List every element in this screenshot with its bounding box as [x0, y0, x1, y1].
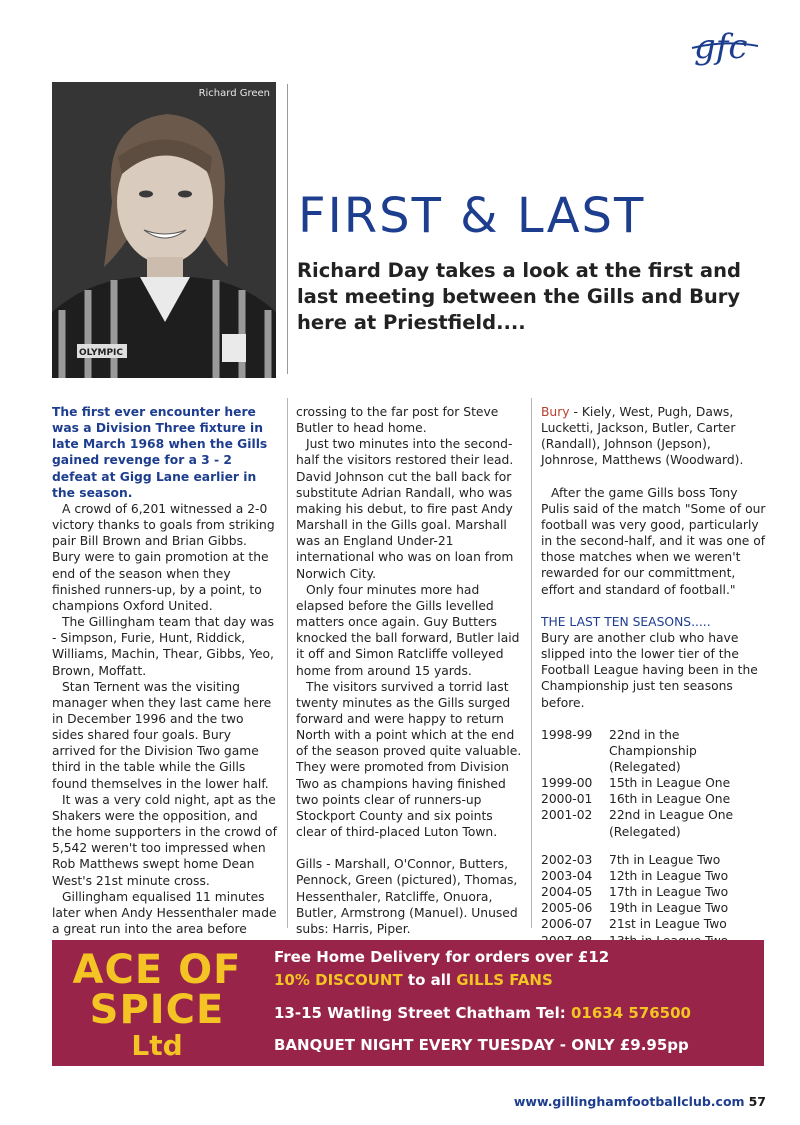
page-footer — [514, 1094, 766, 1109]
season-result-text: 22nd in League One — [609, 808, 734, 823]
season-row — [541, 727, 769, 775]
intro-paragraph: The first ever encounter here was a Division Three fixture in late March 1968 when the Gills gained revenge for a 3 - 2 defeat at Gigg Lane earlier in the season. — [52, 405, 268, 500]
season-row — [541, 884, 769, 900]
paragraph: Stan Ternent was the visiting manager when they last came here in December 1996 and the two sides shared four goals. Bury arrived for the Division Two game third in the table while the Gills found themselves in the lower half. — [52, 679, 272, 791]
season-result — [609, 775, 769, 791]
season-result — [609, 807, 769, 839]
season-note: (Relegated) — [609, 824, 681, 839]
paragraph: Only four minutes more had elapsed before the Gills levelled matters once again. Guy Butters knocked the ball forward, Butler laid it off and Simon Ratcliffe volleyed home from around 15 yards. — [296, 582, 520, 678]
season-year: 1999-00 — [541, 776, 593, 791]
photo-caption: Richard Green — [198, 88, 270, 99]
paragraph: Bury were to gain promotion at the end of the season when they finished runners-up, by a point, to champions Oxford United. — [52, 550, 269, 613]
season-note: (Relegated) — [609, 759, 681, 774]
fans-highlight: GILLS FANS — [456, 971, 553, 989]
advert-line-banquet: BANQUET NIGHT EVERY TUESDAY - ONLY £9.95pp — [274, 1036, 689, 1054]
discount-highlight: 10% DISCOUNT — [274, 971, 403, 989]
advert-brand — [62, 947, 252, 1062]
page-title: FIRST & LAST — [298, 188, 646, 244]
season-result — [609, 868, 769, 884]
paragraph: The visitors survived a torrid last twenty minutes as the Gills surged forward and were happy to return North with a point which at the end of the season proved quite valuable. They were promoted from Division Two as champions having finished two points clear of runners-up Stockport County and six points clear of third-placed Luton Town. — [296, 679, 522, 840]
bury-team-lineup — [541, 404, 769, 469]
paragraph: Gillingham equalised 11 minutes later when Andy Hessenthaler made a great run into the area before — [52, 889, 277, 936]
season-row — [541, 916, 769, 932]
season-row — [541, 791, 769, 807]
article-column-1 — [52, 404, 278, 937]
season-result — [609, 900, 769, 916]
season-result — [609, 916, 769, 932]
column-divider — [287, 398, 288, 928]
seasons-table — [541, 727, 769, 949]
bury-label: Bury — [541, 405, 570, 419]
standfirst: Richard Day takes a look at the first and last meeting between the Gills and Bury here at Priestfield.... — [297, 259, 741, 334]
player-photo — [52, 82, 276, 378]
season-year: 2002-03 — [541, 852, 593, 867]
season-year: 2001-02 — [541, 808, 593, 823]
paragraph: It was a very cold night, apt as the Shakers were the opposition, and the home supporters in the crowd of 5,542 weren't too impressed when Rob Matthews swept home Dean West's 21st minute cross. — [52, 792, 277, 888]
season-result-text: 7th in League Two — [609, 852, 721, 867]
advert-brand-line: ACE OF — [72, 947, 242, 993]
season-year: 2006-07 — [541, 917, 593, 932]
season-result-text: 15th in League One — [609, 776, 731, 791]
section-heading: THE LAST TEN SEASONS..... — [541, 614, 711, 629]
season-row — [541, 840, 769, 868]
advert-brand-line: SPICE — [89, 987, 225, 1033]
paragraph: Just two minutes into the second-half the visitors restored their lead. David Johnson cut the ball back for substitute Adrian Randall, who was making his debut, to fire past Andy Marshall in the Gills goal. Marshall was an England Under-21 international who was on loan from Norwich City. — [296, 437, 514, 581]
season-row — [541, 775, 769, 791]
season-result — [609, 791, 769, 807]
season-result-text: 16th in League One — [609, 792, 731, 807]
advert-brand-line: Ltd — [131, 1029, 183, 1062]
quote-paragraph: After the game Gills boss Tony Pulis said of the match "Some of our football was very good, particularly in the second-half, and it was one of those matches when we weren't rewarded for our committment, effort and standard of football." — [541, 485, 766, 597]
section-text: Bury are another club who have slipped into the lower tier of the Football League having been in the Championship just ten seasons before. — [541, 630, 758, 710]
season-result-text: 22nd in the Championship — [609, 727, 697, 758]
gills-team-lineup: Gills - Marshall, O'Connor, Butters, Pennock, Green (pictured), Thomas, Hessenthaler, Ratcliffe, Onuora, Butler, Armstrong (Manuel). Unused subs: Harris, Piper. — [296, 857, 518, 936]
paragraph: The Gillingham team that day was - Simpson, Furie, Hunt, Riddick, Williams, Machin, Thear, Gibbs, Yeo, Brown, Moffatt. — [52, 615, 275, 678]
advert-line-address — [274, 1004, 691, 1022]
season-year: 2000-01 — [541, 792, 593, 807]
club-logo-text: gfc — [694, 27, 748, 67]
season-result-text: 12th in League Two — [609, 868, 729, 883]
season-result-text: 17th in League Two — [609, 885, 729, 900]
bury-team-text: - Kiely, West, Pugh, Daws, Lucketti, Jackson, Butler, Carter (Randall), Johnson (Jepson), Johnrose, Matthews (Woodward). — [541, 405, 744, 468]
footer-url[interactable]: www.gillinghamfootballclub.com — [513, 1094, 745, 1109]
season-result-text: 19th in League Two — [609, 901, 729, 916]
shirt-text: OLYMPIC — [79, 348, 124, 358]
article-column-3 — [541, 404, 769, 949]
advert-banner — [52, 940, 764, 1066]
season-year: 2005-06 — [541, 901, 593, 916]
season-result — [609, 727, 769, 775]
season-year: 2003-04 — [541, 868, 593, 883]
season-row — [541, 807, 769, 839]
season-row — [541, 868, 769, 884]
address-text: 13-15 Watling Street Chatham Tel: — [274, 1004, 571, 1022]
paragraph: A crowd of 6,201 witnessed a 2-0 victory thanks to goals from striking pair Bill Brown and Brian Gibbs. — [52, 501, 275, 549]
article-column-2 — [296, 404, 522, 937]
season-row — [541, 900, 769, 916]
divider-line — [287, 84, 288, 374]
paragraph: crossing to the far post for Steve Butler to head home. — [296, 405, 499, 436]
discount-text: to all — [402, 971, 457, 989]
club-logo — [690, 22, 760, 68]
phone-number: 01634 576500 — [570, 1004, 691, 1022]
season-year: 1998-99 — [541, 727, 593, 742]
column-divider — [531, 398, 532, 928]
advert-line-discount — [274, 971, 553, 989]
season-result-text: 21st in League Two — [609, 917, 727, 932]
season-result — [609, 884, 769, 900]
season-result — [609, 840, 769, 868]
advert-line-delivery: Free Home Delivery for orders over £12 — [274, 948, 610, 966]
season-year: 2004-05 — [541, 885, 593, 900]
page-number: 57 — [748, 1094, 766, 1109]
